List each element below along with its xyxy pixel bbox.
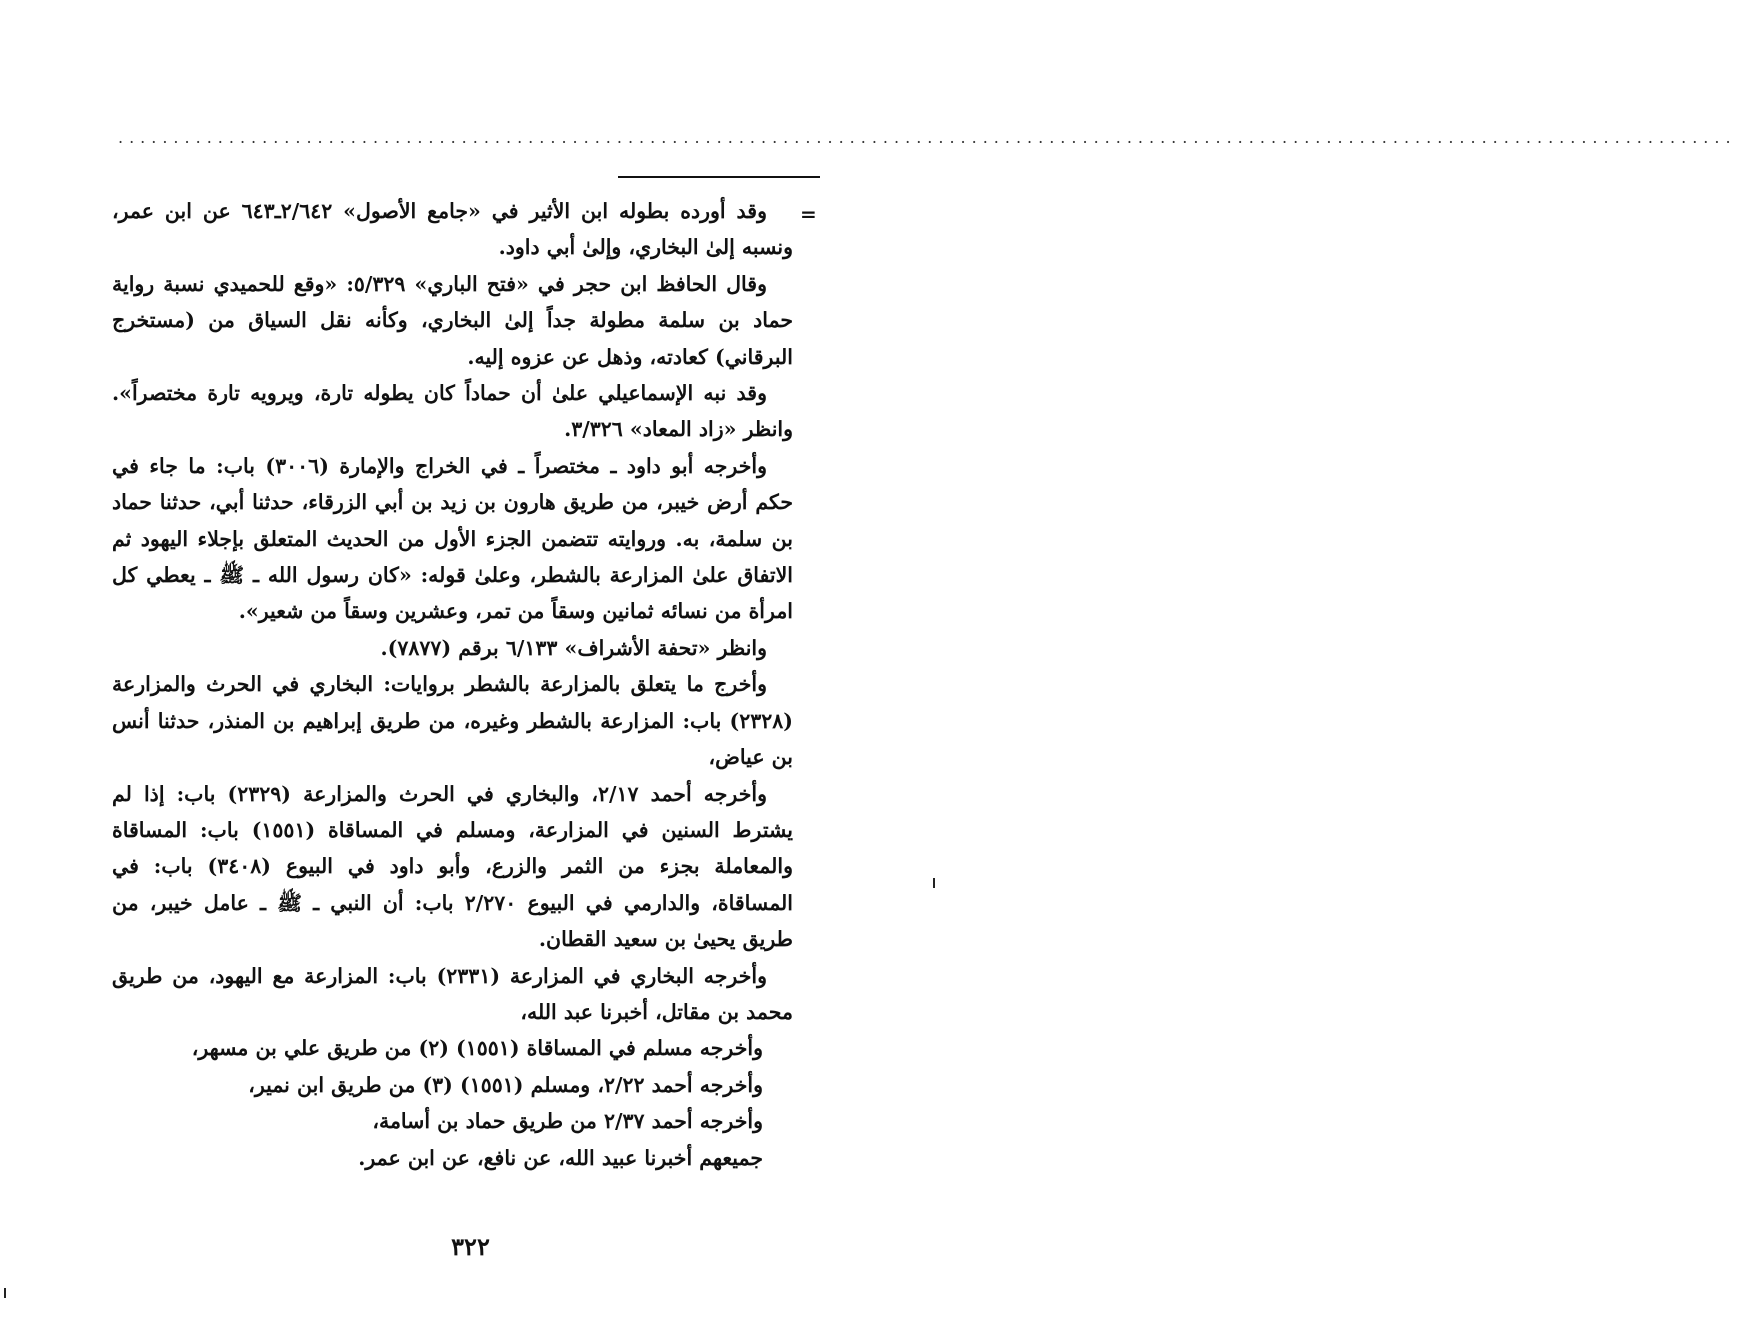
- paragraph: وقد نبه الإسماعيلي علىٰ أن حماداً كان يطوله تارة، ويرويه تارة مختصراً». وانظر «زاد المعاد» ٣/٣٢٦.: [112, 381, 793, 442]
- paragraph: وأخرجه أحمد ٢/١٧، والبخاري في الحرث والمزارعة (٢٣٢٩) باب: إذا لم يشترط السنين في المزارعة، ومسلم في المساقاة (١٥٥١) باب: المساقاة والمعاملة بجزء من الثمر والزرع، وأبو داود في البيوع (٣٤٠٨) باب: في المساقاة، والدارمي في البيوع ٢/٢٧٠ باب: أن النبي ـ ﷺ ـ عامل خيبر، من طريق يحيىٰ بن سعيد القطان.: [112, 781, 794, 952]
- continuation-mark: =: [800, 202, 817, 226]
- paragraph: وقد أورده بطوله ابن الأثير في «جامع الأصول» ٢/٦٤٢ـ٦٤٣ عن ابن عمر، ونسبه إلىٰ البخاري، وإلىٰ أبي داود.: [112, 199, 793, 260]
- paragraph: وأخرجه أبو داود ـ مختصراً ـ في الخراج والإمارة (٣٠٠٦) باب: ما جاء في حكم أرض خيبر، من طريق هارون بن زيد بن أبي الزرقاء، حدثنا أبي، حدثنا حماد بن سلمة، به. وروايته تتضمن الجزء الأول من الحديث المتعلق بإجلاء اليهود ثم الاتفاق علىٰ المزارعة بالشطر، وعلىٰ قوله: «كان رسول الله ـ ﷺ ـ يعطي كل امرأة من نسائه ثمانين وسقاً من تمر، وعشرين وسقاً من شعير».: [112, 453, 793, 624]
- indented-line: جميعهم أخبرنا عبيد الله، عن نافع، عن ابن عمر.: [358, 1145, 763, 1170]
- footnote-body: [112, 193, 793, 1176]
- footnote-separator-dots: ..................................................................................................................................................: [118, 128, 1737, 147]
- indented-line: وأخرجه أحمد ٢/٣٧ من طريق حماد بن أسامة،: [372, 1109, 763, 1134]
- scan-edge-mark: [933, 878, 935, 888]
- scan-edge-mark: [4, 1288, 6, 1298]
- paragraph: وقال الحافظ ابن حجر في «فتح الباري» ٥/٣٢٩: «وقع للحميدي نسبة رواية حماد بن سلمة مطولة جداً إلىٰ البخاري، وكأنه نقل السياق من (مستخرج البرقاني) كعادته، وذهل عن عزوه إليه.: [112, 271, 793, 369]
- paragraph: وانظر «تحفة الأشراف» ٦/١٣٣ برقم (٧٨٧٧).: [380, 635, 767, 660]
- footnote-rule: [618, 176, 820, 178]
- page-number: ٣٢٢: [451, 1232, 490, 1261]
- paragraph: وأخرج ما يتعلق بالمزارعة بالشطر بروايات: البخاري في الحرث والمزارعة (٢٣٢٨) باب: المزارعة بالشطر وغيره، من طريق إبراهيم بن المنذر، حدثنا أنس بن عياض،: [112, 672, 793, 770]
- paragraph: وأخرجه البخاري في المزارعة (٢٣٣١) باب: المزارعة مع اليهود، من طريق محمد بن مقاتل، أخبرنا عبد الله،: [112, 963, 793, 1024]
- indented-line: وأخرجه أحمد ٢/٢٢، ومسلم (١٥٥١) (٣) من طريق ابن نمير،: [248, 1072, 763, 1097]
- indented-line: وأخرجه مسلم في المساقاة (١٥٥١) (٢) من طريق علي بن مسهر،: [191, 1036, 763, 1061]
